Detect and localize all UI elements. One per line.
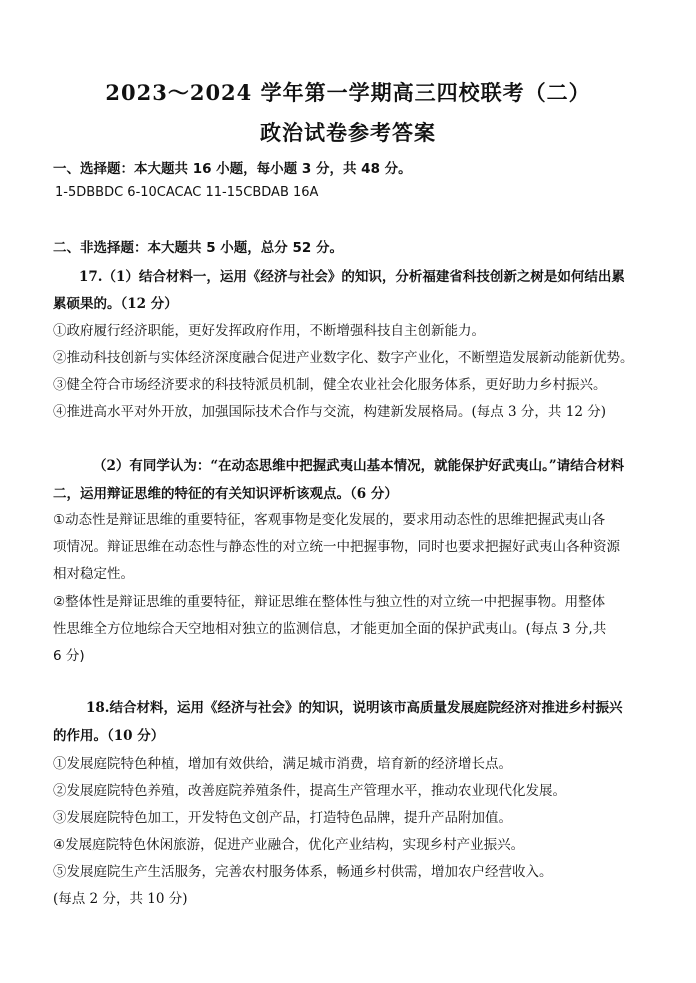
q17-2-answer-2-line3: 6 分) bbox=[53, 648, 85, 664]
section-1-heading: 一、选择题：本大题共 16 小题，每小题 3 分，共 48 分。 bbox=[53, 161, 412, 177]
choice-answers: 1-5DBBDC 6-10CACAC 11-15CBDAB 16A bbox=[55, 185, 319, 200]
q18-point-1: ①发展庭院特色种植，增加有效供给，满足城市消费，培育新的经济增长点。 bbox=[53, 756, 512, 772]
q17-1-prompt-line2: 累硕果的。（12 分） bbox=[53, 296, 178, 312]
q17-2-answer-1-line3: 相对稳定性。 bbox=[53, 566, 134, 582]
q17-2-answer-2-line2: 性思维全方位地综合天空地相对独立的监测信息，才能更加全面的保护武夷山。(每点 3 分,共 bbox=[53, 621, 607, 637]
section-2-heading: 二、非选择题：本大题共 5 小题，总分 52 分。 bbox=[53, 240, 343, 256]
q17-2-prompt-line2: 二，运用辩证思维的特征的有关知识评析该观点。（6 分） bbox=[53, 486, 398, 502]
q18-prompt-line2: 的作用。（10 分） bbox=[53, 728, 165, 744]
q17-1-prompt-line1: 17.（1）结合材料一，运用《经济与社会》的知识，分析福建省科技创新之树是如何结出累 bbox=[79, 269, 625, 285]
q17-2-answer-1-line1: ①动态性是辩证思维的重要特征，客观事物是变化发展的，要求用动态性的思维把握武夷山各 bbox=[53, 512, 606, 528]
q18-point-3: ③发展庭院特色加工，开发特色文创产品，打造特色品牌，提升产品附加值。 bbox=[53, 810, 512, 826]
q18-point-4: ④发展庭院特色休闲旅游，促进产业融合，优化产业结构，实现乡村产业振兴。 bbox=[53, 837, 525, 853]
q18-score-note: (每点 2 分，共 10 分) bbox=[53, 891, 188, 907]
q17-1-point-4: ④推进高水平对外开放，加强国际技术合作与交流，构建新发展格局。(每点 3 分，共 12 分) bbox=[53, 404, 606, 420]
q17-1-point-2: ②推动科技创新与实体经济深度融合促进产业数字化、数字产业化，不断塑造发展新动能新优势。 bbox=[53, 350, 634, 366]
exam-title: 2023～2024 学年第一学期高三四校联考（二） bbox=[105, 80, 591, 105]
q17-2-answer-2-line1: ②整体性是辩证思维的重要特征，辩证思维在整体性与独立性的对立统一中把握事物。用整体 bbox=[53, 594, 606, 610]
q18-point-2: ②发展庭院特色养殖，改善庭院养殖条件，提高生产管理水平，推动农业现代化发展。 bbox=[53, 783, 566, 799]
q17-2-answer-1-line2: 项情况。辩证思维在动态性与静态性的对立统一中把握事物，同时也要求把握好武夷山各种资源 bbox=[53, 539, 620, 555]
q17-1-point-3: ③健全符合市场经济要求的科技特派员机制，健全农业社会化服务体系，更好助力乡村振兴。 bbox=[53, 377, 607, 393]
q18-prompt-line1: 18.结合材料，运用《经济与社会》的知识，说明该市高质量发展庭院经济对推进乡村振兴 bbox=[86, 700, 623, 716]
q17-2-prompt-line1: （2）有同学认为：“在动态思维中把握武夷山基本情况，就能保护好武夷山。”请结合材料 bbox=[93, 458, 625, 474]
q18-point-5: ⑤发展庭院生产生活服务，完善农村服务体系，畅通乡村供需，增加农户经营收入。 bbox=[53, 864, 553, 880]
q17-1-point-1: ①政府履行经济职能，更好发挥政府作用，不断增强科技自主创新能力。 bbox=[53, 323, 485, 339]
exam-subtitle: 政治试卷参考答案 bbox=[260, 120, 436, 145]
